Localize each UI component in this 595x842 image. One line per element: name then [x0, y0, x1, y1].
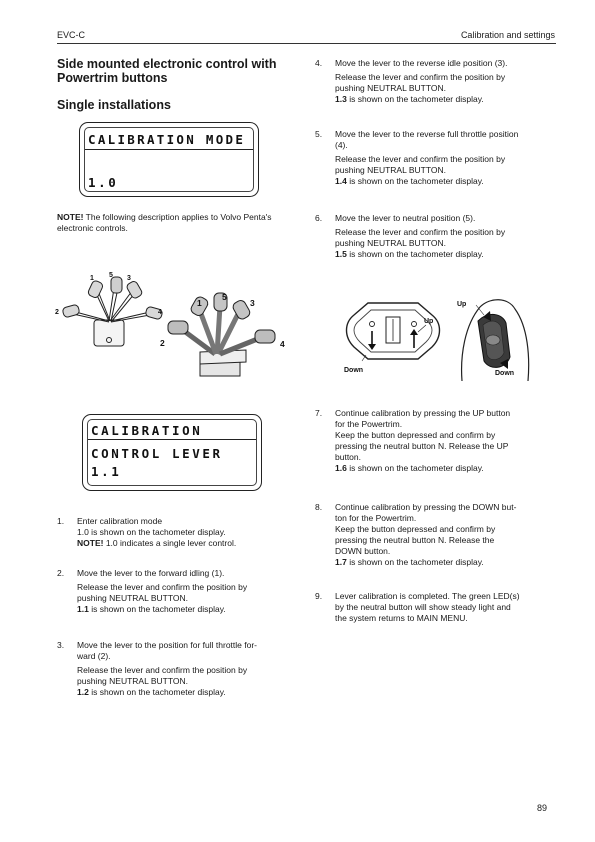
instruction-line-2: ward (2). [77, 651, 111, 661]
display-code: 1.2 [77, 687, 89, 697]
confirm-line-2: pushing NEUTRAL BUTTON. [335, 83, 447, 93]
page-title: Side mounted electronic control with Powertrim buttons [57, 57, 277, 85]
step-body [77, 568, 247, 615]
control-lever-illustration [50, 266, 300, 390]
up-label: Up [457, 301, 467, 308]
result-text: is shown on the tachometer display. [346, 176, 484, 186]
step-body [335, 58, 507, 105]
confirm-line-1: Release the lever and confirm the position by [335, 154, 506, 164]
tachometer-display-calibration-mode [79, 122, 259, 197]
step-line: the system returns to MAIN MENU. [335, 613, 468, 623]
note-label: NOTE! [77, 538, 104, 548]
display-code: 1.7 [335, 557, 347, 567]
step-note [77, 538, 236, 549]
lever-label-small-1: 1 [90, 275, 94, 282]
step-instruction [335, 129, 518, 151]
step-number: 4. [315, 58, 323, 68]
tachometer-display-control-lever [82, 414, 262, 491]
step-number: 1. [57, 516, 65, 526]
down-label: Down [495, 370, 515, 377]
confirm-line-1: Release the lever and confirm the position by [77, 582, 248, 592]
step-instruction [77, 640, 257, 662]
step-number: 9. [315, 591, 323, 601]
display-line-2: 1.0 [88, 175, 119, 190]
step-line: pressing the neutral button N. Release the UP [335, 441, 509, 451]
display-code: 1.5 [335, 249, 347, 259]
header-document-title: EVC-C [57, 30, 86, 40]
step-result: 1.0 is shown on the tachometer display. [77, 527, 226, 537]
confirm-line-2: pushing NEUTRAL BUTTON. [335, 165, 447, 175]
instruction-line-2: (4). [335, 140, 348, 150]
display-line-2: CONTROL LEVER [91, 446, 223, 461]
note-label: NOTE! [57, 212, 84, 222]
instruction-line-1: Move the lever to the reverse full throttle position [335, 129, 519, 139]
step-number: 8. [315, 502, 323, 512]
step-line: Keep the button depressed and confirm by [335, 430, 496, 440]
step-number: 6. [315, 213, 323, 223]
display-line-1: CALIBRATION [91, 423, 203, 438]
lever-label-small-4: 4 [158, 309, 162, 316]
lever-label-large-3: 3 [250, 298, 255, 308]
note-text: 1.0 indicates a single lever control. [103, 538, 237, 548]
confirm-line-1: Release the lever and confirm the position by [335, 227, 506, 237]
step-result [335, 557, 516, 568]
step-confirm [77, 665, 257, 698]
display-separator [88, 439, 256, 440]
step-number: 5. [315, 129, 323, 139]
section-subtitle: Single installations [57, 98, 171, 112]
lever-label-large-1: 1 [197, 298, 202, 308]
result-text: is shown on the tachometer display. [346, 463, 484, 473]
step-confirm [335, 72, 507, 105]
confirm-line-2: pushing NEUTRAL BUTTON. [335, 238, 447, 248]
result-text: is shown on the tachometer display. [346, 94, 484, 104]
step-line: Continue calibration by pressing the UP button [335, 408, 511, 418]
confirm-line-2: pushing NEUTRAL BUTTON. [77, 676, 189, 686]
step-instruction: Move the lever to neutral position (5). [335, 213, 476, 223]
step-body [335, 591, 520, 624]
powertrim-buttons-illustration [340, 295, 540, 385]
lever-label-large-5: 5 [222, 292, 227, 302]
page-number: 89 [537, 803, 548, 813]
step-body [77, 516, 236, 549]
step-confirm [77, 582, 247, 615]
display-code: 1.6 [335, 463, 347, 473]
step-body [335, 129, 518, 187]
step-line: for the Powertrim. [335, 419, 403, 429]
result-text: is shown on the tachometer display. [346, 249, 484, 259]
display-line-1: CALIBRATION MODE [88, 132, 246, 147]
down-label: Down [344, 367, 364, 374]
step-line: ton for the Powertrim. [335, 513, 417, 523]
result-text: is shown on the tachometer display. [88, 604, 226, 614]
step-result [335, 463, 510, 474]
step-body [335, 502, 516, 568]
display-code: 1.1 [77, 604, 89, 614]
step-confirm [335, 227, 505, 260]
confirm-line-2: pushing NEUTRAL BUTTON. [77, 593, 189, 603]
result-text: is shown on the tachometer display. [88, 687, 226, 697]
step-line: by the neutral button will show steady light and [335, 602, 511, 612]
step-line: button. [335, 452, 361, 462]
step-line: DOWN button. [335, 546, 391, 556]
result-text: is shown on the tachometer display. [346, 557, 484, 567]
up-label: Up [424, 318, 434, 325]
note-paragraph [57, 212, 297, 234]
step-instruction: Enter calibration mode [77, 516, 163, 526]
step-number: 3. [57, 640, 65, 650]
step-body [335, 408, 510, 474]
lever-label-large-4: 4 [280, 339, 285, 349]
step-confirm [335, 154, 518, 187]
lever-label-small-3: 3 [127, 275, 131, 282]
step-line: Lever calibration is completed. The green LED(s) [335, 591, 520, 601]
step-body [335, 213, 505, 260]
note-text: The following description applies to Volvo Penta's electronic controls. [57, 212, 272, 233]
step-line: Continue calibration by pressing the DOWN but- [335, 502, 517, 512]
display-code: 1.3 [335, 94, 347, 104]
instruction-line-1: Move the lever to the position for full throttle for- [77, 640, 258, 650]
step-line: pressing the neutral button N. Release the [335, 535, 495, 545]
lever-label-small-5: 5 [109, 272, 113, 279]
lever-label-large-2: 2 [160, 338, 165, 348]
step-instruction: Move the lever to the reverse idle position (3). [335, 58, 508, 68]
header-section-title: Calibration and settings [460, 30, 555, 40]
lever-label-small-2: 2 [55, 309, 59, 316]
confirm-line-1: Release the lever and confirm the position by [77, 665, 248, 675]
step-number: 7. [315, 408, 323, 418]
display-line-3: 1.1 [91, 464, 122, 479]
step-instruction: Move the lever to the forward idling (1). [77, 568, 225, 578]
display-separator [85, 149, 253, 150]
step-body [77, 640, 257, 698]
step-line: Keep the button depressed and confirm by [335, 524, 496, 534]
step-number: 2. [57, 568, 65, 578]
display-code: 1.4 [335, 176, 347, 186]
confirm-line-1: Release the lever and confirm the position by [335, 72, 506, 82]
header-rule [57, 43, 556, 44]
